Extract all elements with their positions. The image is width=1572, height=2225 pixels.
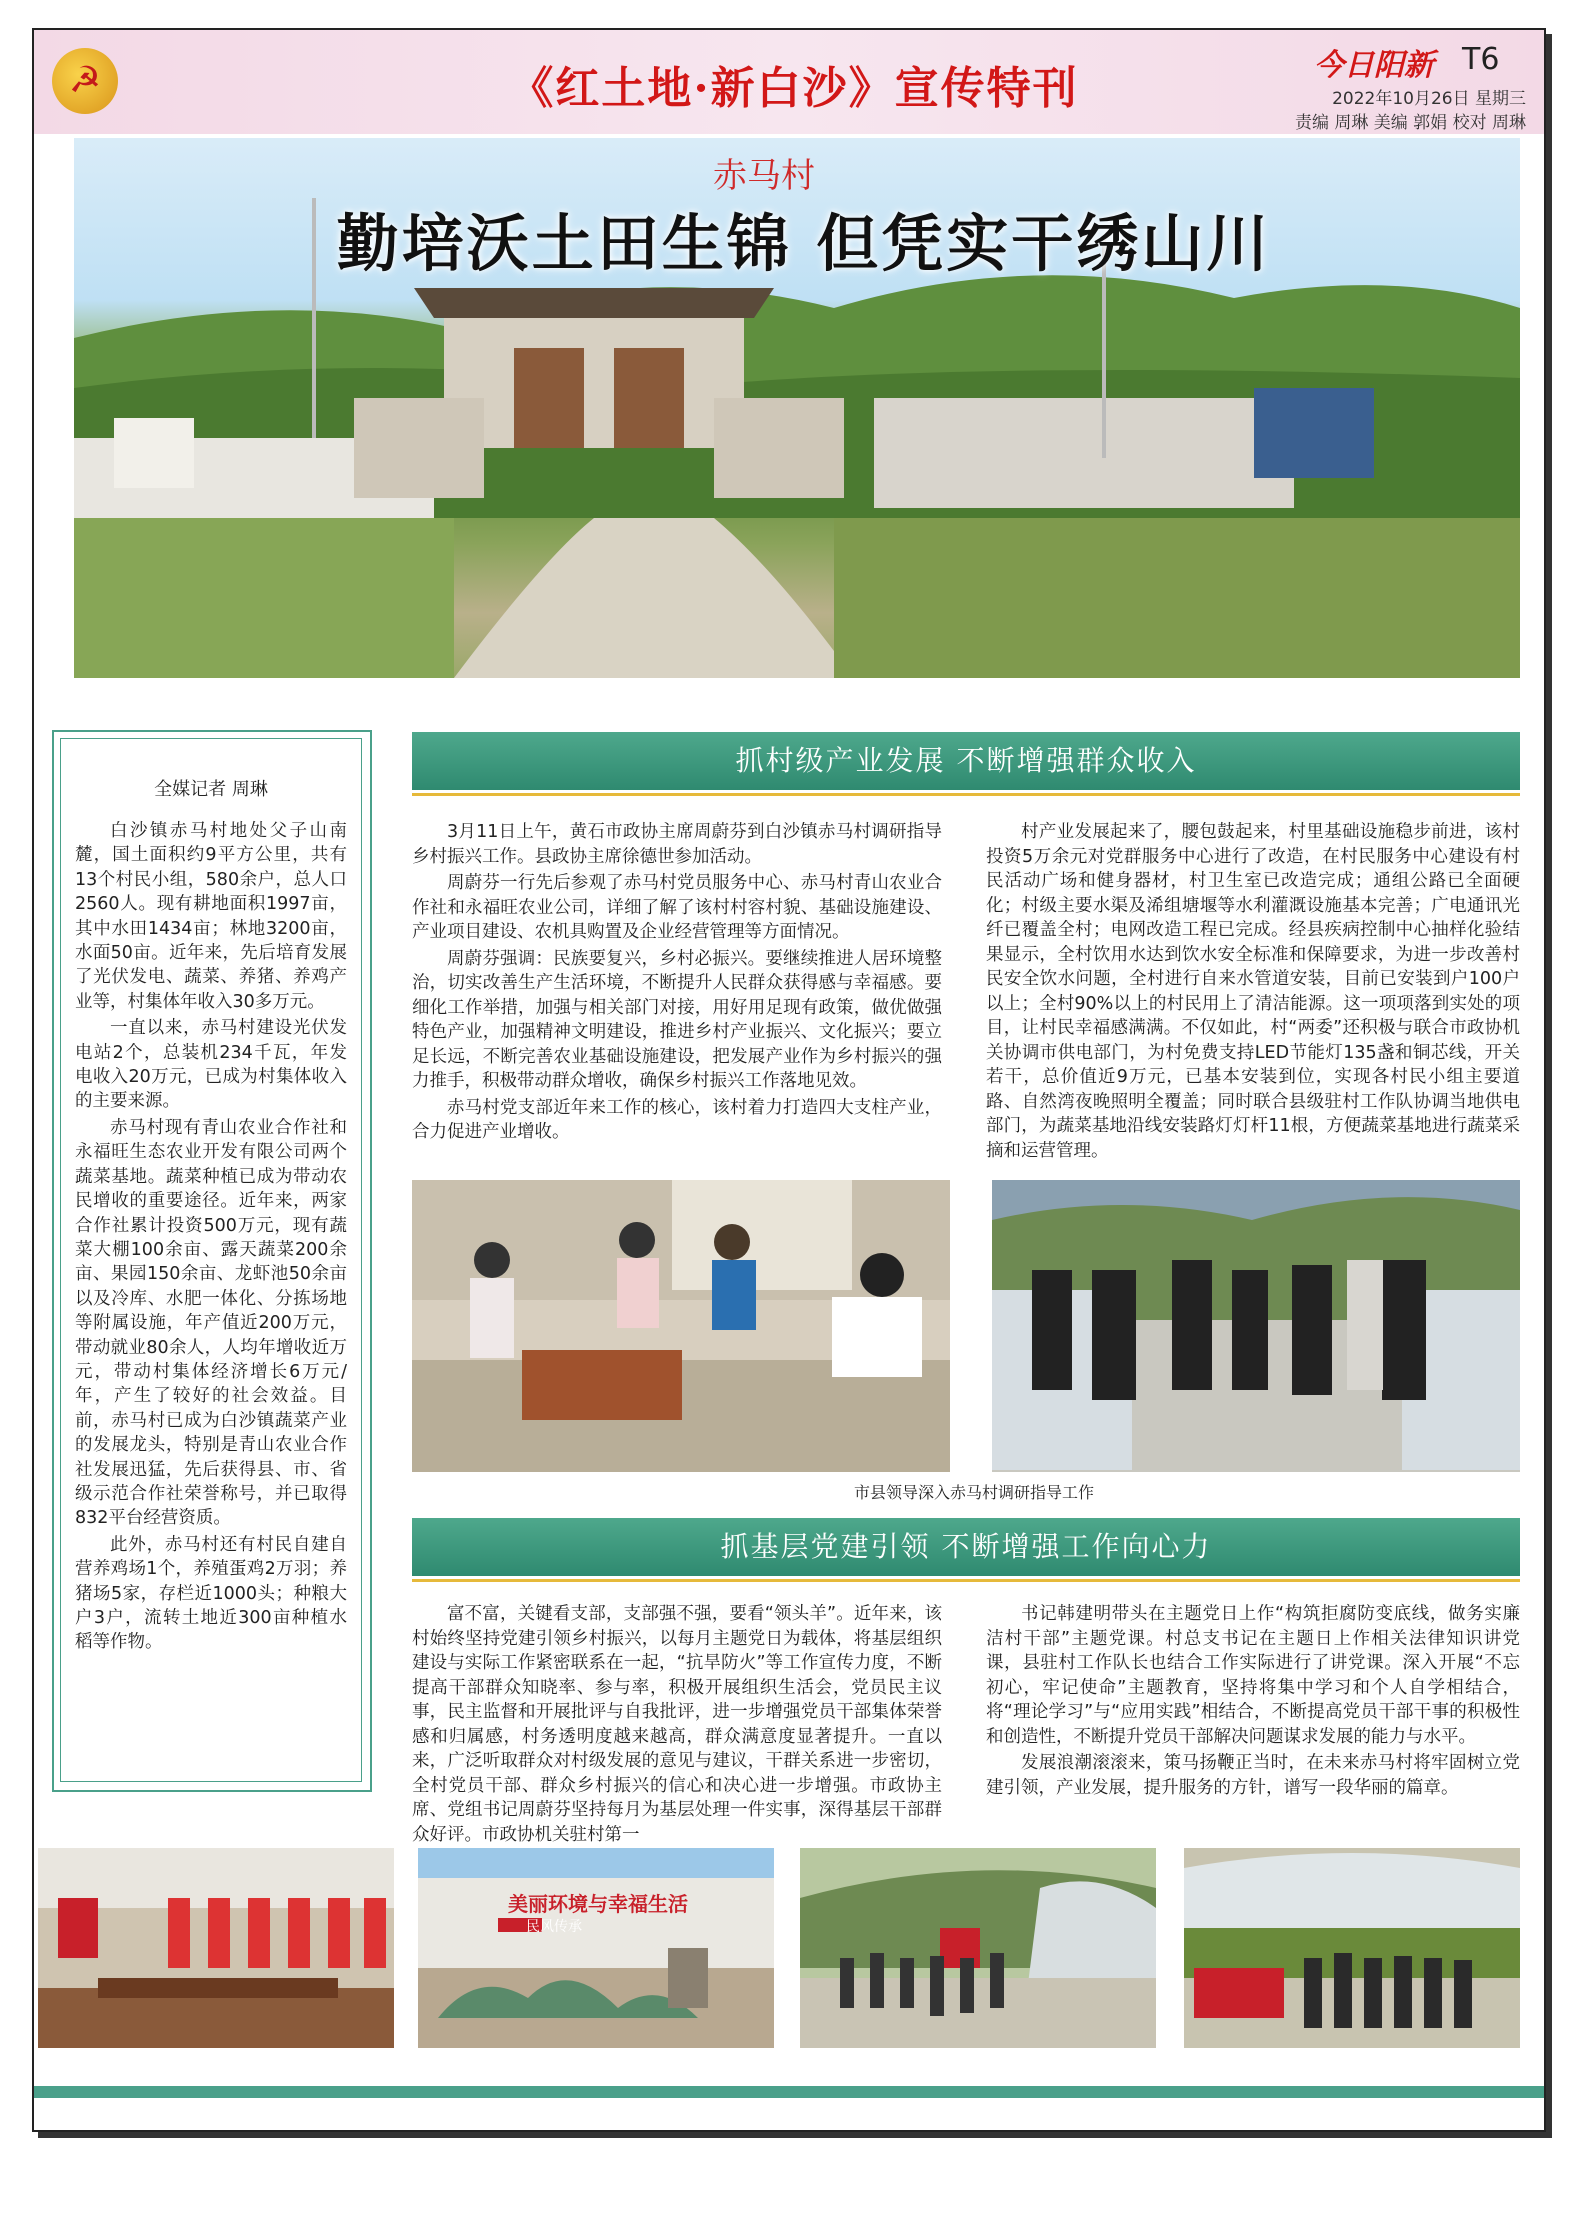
masthead-title: 《红土地·新白沙》宣传特刊 <box>509 63 1079 114</box>
paragraph: 发展浪潮滚滚来，策马扬鞭正当时，在未来赤马村将牢固树立党建引领，产业发展，提升服务的方针，谱写一段华丽的篇章。 <box>986 1753 1520 1798</box>
wall-slogan: 美丽环境与幸福生活 <box>508 1892 688 1916</box>
paragraph: 书记韩建明带头在主题党日上作“构筑拒腐防变底线，做务实廉洁村干部”主题党课。村总支书记在主题日上作相关法律知识讲党课，县驻村工作队长也结合工作实际进行了讲党课。深入开展“不忘初心，牢记使命”主题教育，坚持将集中学习和个人自学相结合，将“理论学习”与“应用实践”相结合，不断提高党员干部干事的积极性和创造性，不断提升党员干部解决问题谋求发展的能力与水平。 <box>986 1604 1520 1747</box>
section2-column-left <box>412 1602 942 1845</box>
sidebar-box <box>52 730 372 1792</box>
paragraph: 白沙镇赤马村地处父子山南麓，国土面积约9平方公里，共有13个村民小组，580余户，总人口2560人。现有耕地面积1997亩，其中水田1434亩；林地3200亩，水面50亩。近年来，先后培育发展了光伏发电、蔬菜、养猪、养鸡产业等，村集体年收入30多万元。 <box>75 821 347 1012</box>
footer-rule <box>34 2086 1544 2098</box>
sidebar-article <box>75 819 347 1769</box>
wall-sign: 民风传承 <box>526 1919 582 1935</box>
paragraph: 富不富，关键看支部，支部强不强，要看“领头羊”。近年来，该村始终坚持党建引领乡村振兴，以每月主题党日为载体，将基层组织建设与实际工作紧密联系在一起，“抗旱防火”等工作宣传力度，不断提高干部群众知晓率、参与率，积极开展组织生活会，党员民主议事，民主监督和开展批评与自我批评，进一步增强党员干部集体荣誉感和归属感，村务透明度越来越高，群众满意度显著提升。一直以来，广泛听取群众对村级发展的意见与建议，干群关系进一步密切，全村党员干部、群众乡村振兴的信心和决心进一步增强。市政协主席、党组书记周蔚芬坚持每月为基层处理一件实事，深得基层干部群众好评。市政协机关驻村第一 <box>412 1604 942 1845</box>
byline: 全媒记者 周琳 <box>154 779 268 800</box>
photo-caption: 市县领导深入赤马村调研指导工作 <box>853 1483 1094 1502</box>
issue-date: 2022年10月26日 星期三 <box>1332 89 1526 109</box>
section-heading-industry: 抓村级产业发展 不断增强群众收入 <box>412 732 1520 790</box>
section-heading-party-building: 抓基层党建引领 不断增强工作向心力 <box>412 1518 1520 1576</box>
hero-subtitle: 赤马村 <box>713 156 815 196</box>
paragraph: 周蔚芬强调：民族要复兴，乡村必振兴。要继续推进人居环境整治，切实改善生产生活环境，不断提升人民群众获得感与幸福感。要细化工作举措，加强与相关部门对接，用好用足现有政策，做优做强特色产业，加强精神文明建设，推进乡村产业振兴、文化振兴；要立足长远，不断完善农业基础设施建设，把发展产业作为乡村振兴的强力推手，积极带动群众增收，确保乡村振兴工作落地见效。 <box>412 948 942 1091</box>
paragraph: 赤马村党支部近年来工作的核心，该村着力打造四大支柱产业，合力促进产业增收。 <box>412 1097 942 1142</box>
party-emblem-icon: ☭ <box>52 48 118 114</box>
page-header <box>34 30 1544 134</box>
photo-wall-mural <box>418 1848 774 2048</box>
paragraph: 此外，赤马村还有村民自建自营养鸡场1个，养殖蛋鸡2万羽；养猪场5家，存栏近1000头；种粮大户3户，流转土地近300亩种植水稻等作物。 <box>75 1534 347 1653</box>
section2-column-right <box>986 1602 1520 1824</box>
editors-credit: 责编 周琳 美编 郭娟 校对 周琳 <box>1294 113 1526 133</box>
paragraph: 村产业发展起来了，腰包鼓起来，村里基础设施稳步前进，该村投资5万余元对党群服务中心进行了改造，在村民服务中心建设有村民活动广场和健身器材，村卫生室已改造完成；通组公路已全面硬化；村级主要水渠及浠组塘堰等水利灌溉设施基本完善；广电通讯光纤已覆盖全村；电网改造工程已完成。经县疾病控制中心抽样化验结果显示，全村饮用水达到饮水安全标准和保障要求，为进一步改善村民安全饮水问题，全村进行自来水管道安装，目前已安装到户100户以上；全村90%以上的村民用上了清洁能源。这一项项落到实处的项目，让村民幸福感满满。不仅如此，村“两委”还积极与联合市政协机关协调市供电部门，为村免费支持LED节能灯135盏和铜芯线，开关若干，总价值近9万元，已基本安装到位，实现各村民小组主要道路、自然湾夜晚照明全覆盖；同时联合县级驻村工作队协调当地供电部门，为蔬菜基地沿线安装路灯灯杆11根，方便蔬菜基地进行蔬菜采摘和运营管理。 <box>986 822 1520 1161</box>
photo-meeting-room <box>38 1848 394 2048</box>
newspaper-logo: 今日阳新 <box>1314 48 1434 83</box>
photo-village-visit <box>412 1180 950 1472</box>
paragraph: 周蔚芬一行先后参观了赤马村党员服务中心、赤马村青山农业合作社和永福旺农业公司，详细了解了该村村容村貌、基础设施建设、产业项目建设、农机具购置及企业经营管理等方面情况。 <box>412 873 942 942</box>
section1-column-left <box>412 820 942 1205</box>
hero-photo <box>74 138 1520 678</box>
sidebar-inner <box>60 738 362 1782</box>
photo-greenhouse-flag <box>1184 1848 1520 2048</box>
hero-headline: 勤培沃土田生锦 但凭实干绣山川 <box>336 207 1272 280</box>
page-number: T6 <box>1462 42 1500 77</box>
photo-greenhouse-group <box>800 1848 1156 2048</box>
newspaper-page <box>32 28 1546 2132</box>
paragraph: 一直以来，赤马村建设光伏发电站2个，总装机234千瓦，年发电收入20万元，已成为村集体收入的主要来源。 <box>75 1018 347 1112</box>
paragraph: 3月11日上午，黄石市政协主席周蔚芬到白沙镇赤马村调研指导乡村振兴工作。县政协主席徐德世参加活动。 <box>412 822 942 867</box>
paragraph: 赤马村现有青山农业合作社和永福旺生态农业开发有限公司两个蔬菜基地。蔬菜种植已成为带动农民增收的重要途径。近年来，两家合作社累计投资500万元，现有蔬菜大棚100余亩、露天蔬菜200余亩、果园150余亩、龙虾池50余亩以及冷库、水肥一体化、分拣场地等附属设施，年产值近200万元，带动就业80余人，人均年增收近万元，带动村集体经济增长6万元/年，产生了较好的社会效益。目前，赤马村已成为白沙镇蔬菜产业的发展龙头，特别是青山农业合作社发展迅猛，先后获得县、市、省级示范合作社荣誉称号，并已取得832平台经营资质。 <box>75 1117 347 1529</box>
photo-leaders-inspection <box>992 1180 1520 1472</box>
section1-column-right <box>986 820 1520 1205</box>
